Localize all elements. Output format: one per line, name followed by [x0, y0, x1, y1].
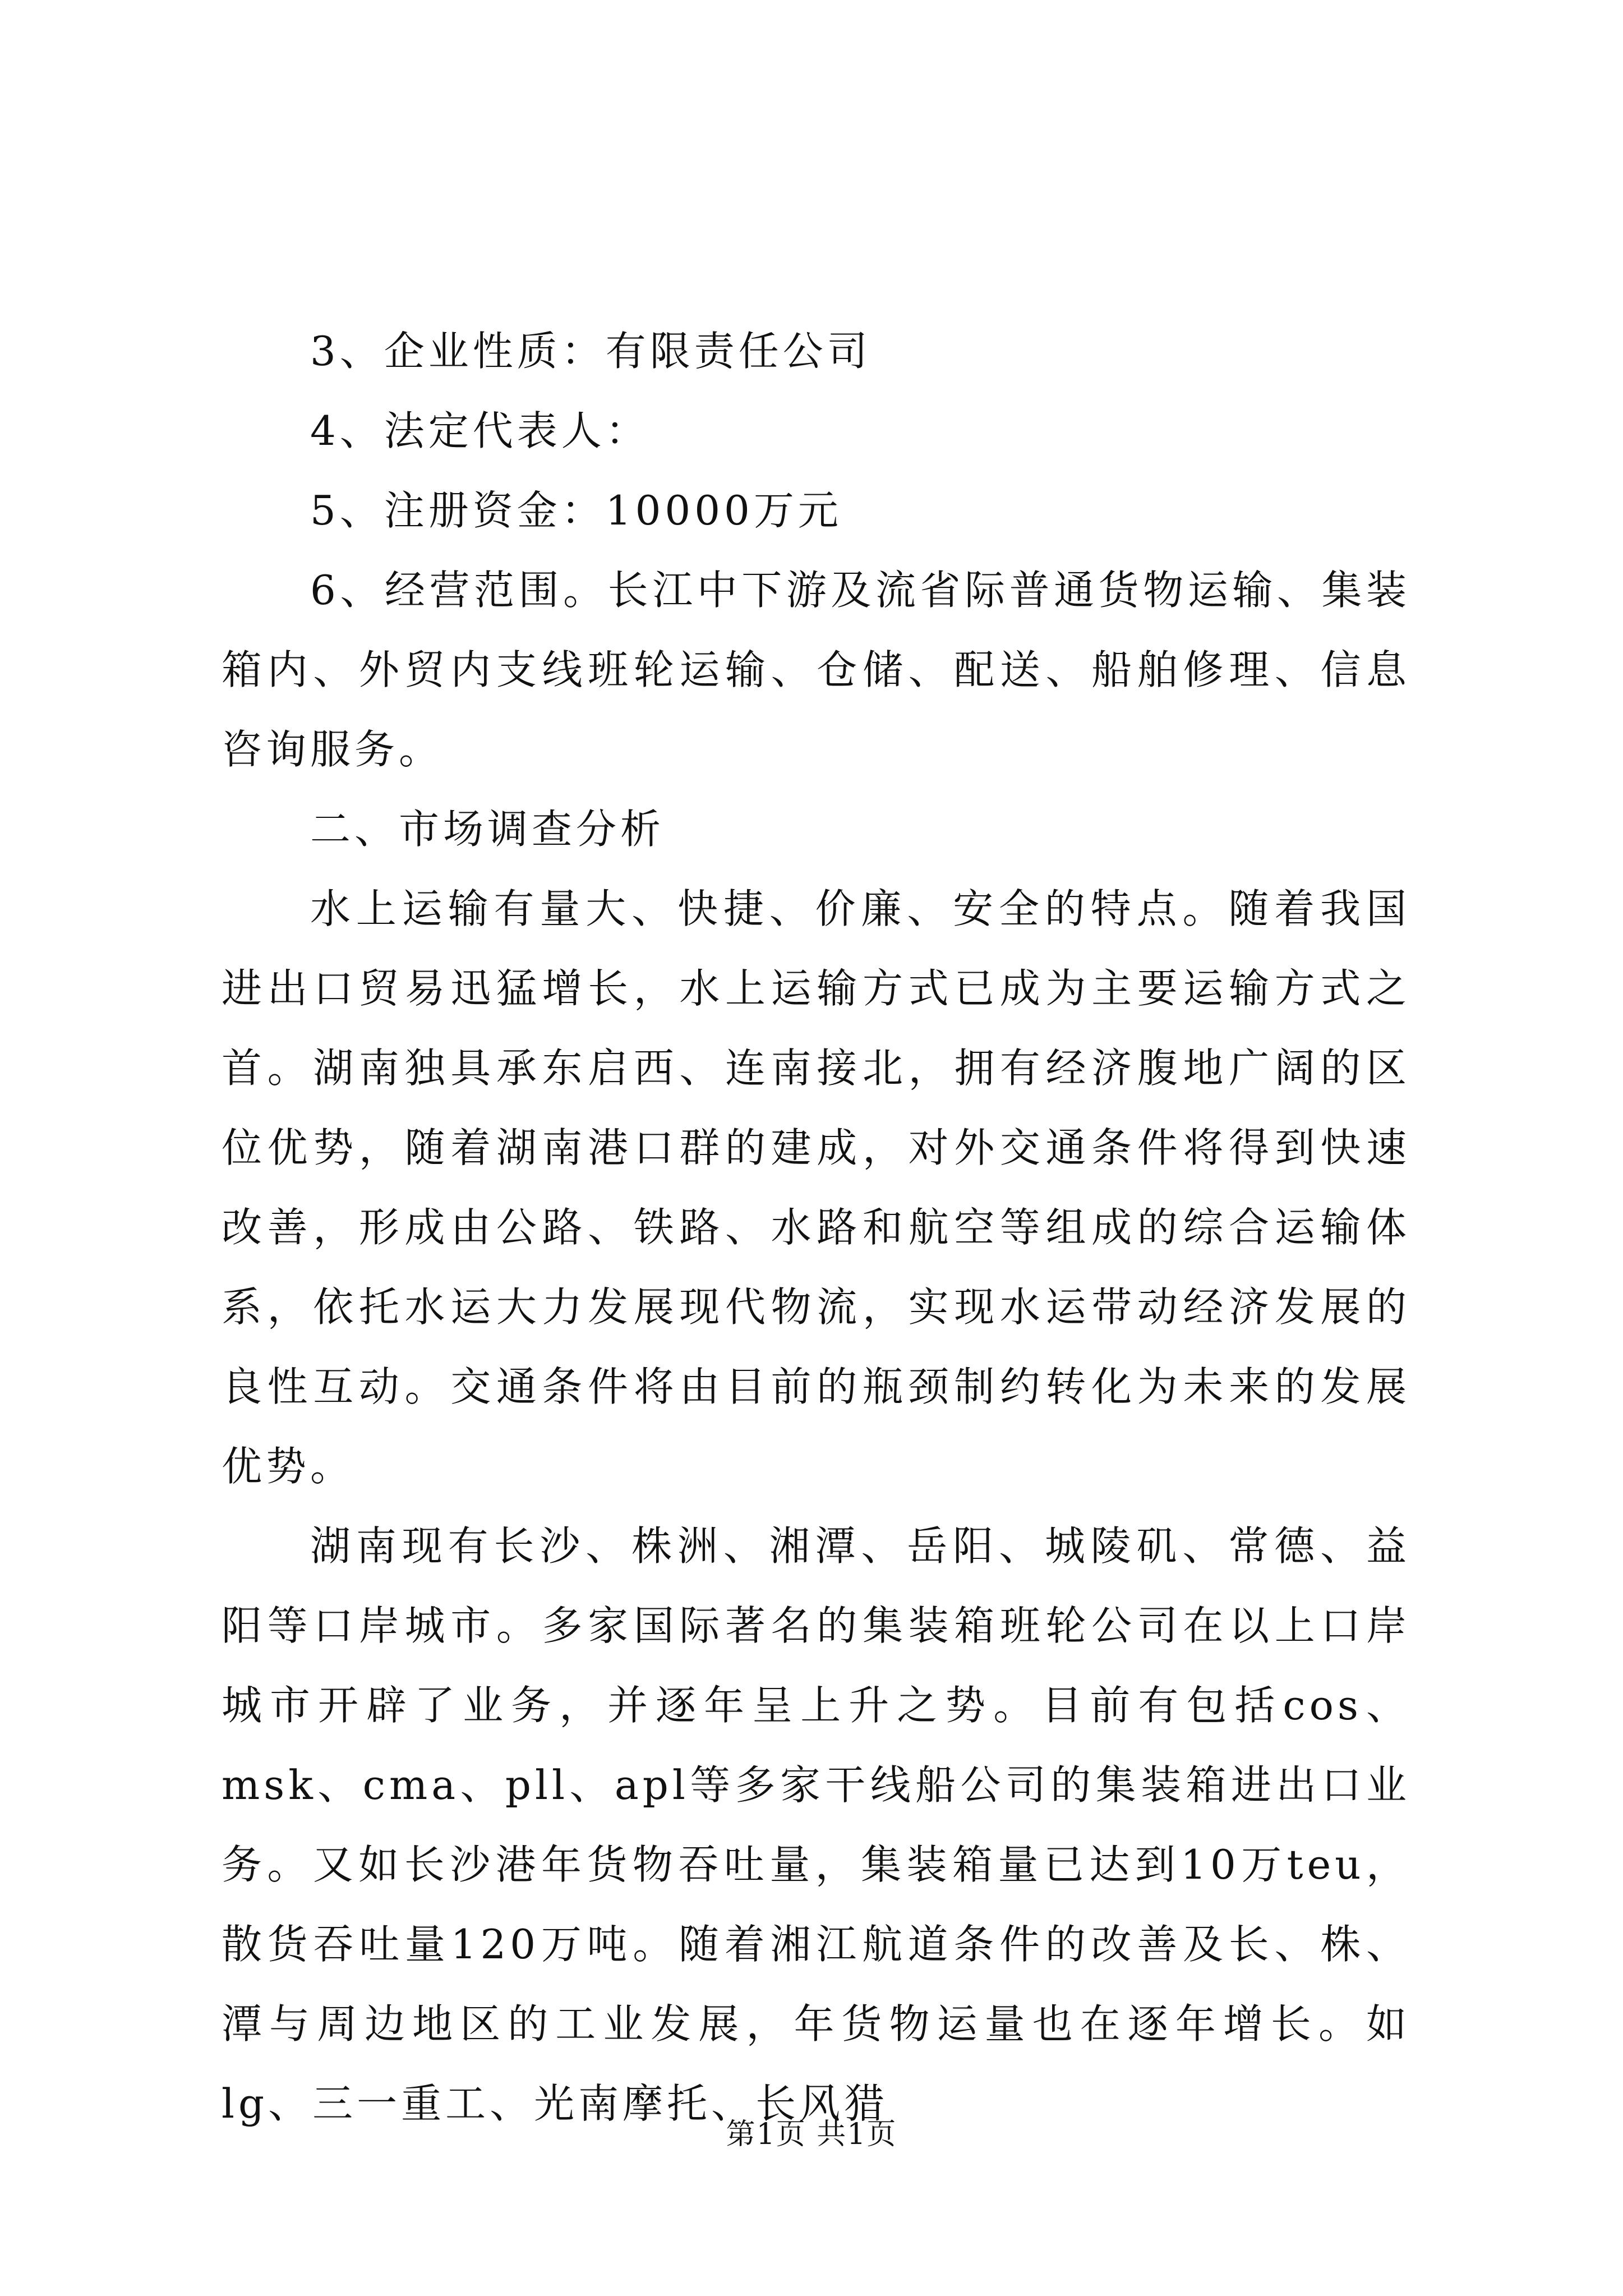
paragraph-registered-capital: 5、注册资金：10000万元: [310, 487, 842, 534]
paragraph-enterprise-nature: 3、企业性质：有限责任公司: [310, 328, 872, 375]
paragraph-legal-representative: 4、法定代表人：: [310, 407, 650, 454]
paragraph-port-cities: 湖南现有长沙、株洲、湘潭、岳阳、城陵矶、常德、益阳等口岸城市。多家国际著名的集装箱班轮公司在以上口岸城市开辟了业务，并逐年呈上升之势。目前有包括cos、msk、cma、pll、apl等多家干线船公司的集装箱进出口业务。又如长沙港年货物吞吐量，集装箱量已达到10万teu，散货吞吐量120万吨。随着湘江航道条件的改善及长、株、潭与周边地区的工业发展，年货物运量也在逐年增长。如lg、三一重工、光南摩托、长风猎: [222, 1522, 1410, 2127]
section-heading-market-analysis: 二、市场调查分析: [310, 806, 665, 853]
document-body: [222, 311, 1410, 2143]
paragraph-water-transport: 水上运输有量大、快捷、价廉、安全的特点。随着我国进出口贸易迅猛增长，水上运输方式已成为主要运输方式之首。湖南独具承东启西、连南接北，拥有经济腹地广阔的区位优势，随着湖南港口群的建成，对外交通条件将得到快速改善，形成由公路、铁路、水路和航空等组成的综合运输体系，依托水运大力发展现代物流，实现水运带动经济发展的良性互动。交通条件将由目前的瓶颈制约转化为未来的发展优势。: [222, 885, 1410, 1490]
paragraph-business-scope: 6、经营范围。长江中下游及流省际普通货物运输、集装箱内、外贸内支线班轮运输、仓储、配送、船舶修理、信息咨询服务。: [222, 567, 1410, 773]
page-footer: 第1页 共1页: [726, 2118, 897, 2151]
